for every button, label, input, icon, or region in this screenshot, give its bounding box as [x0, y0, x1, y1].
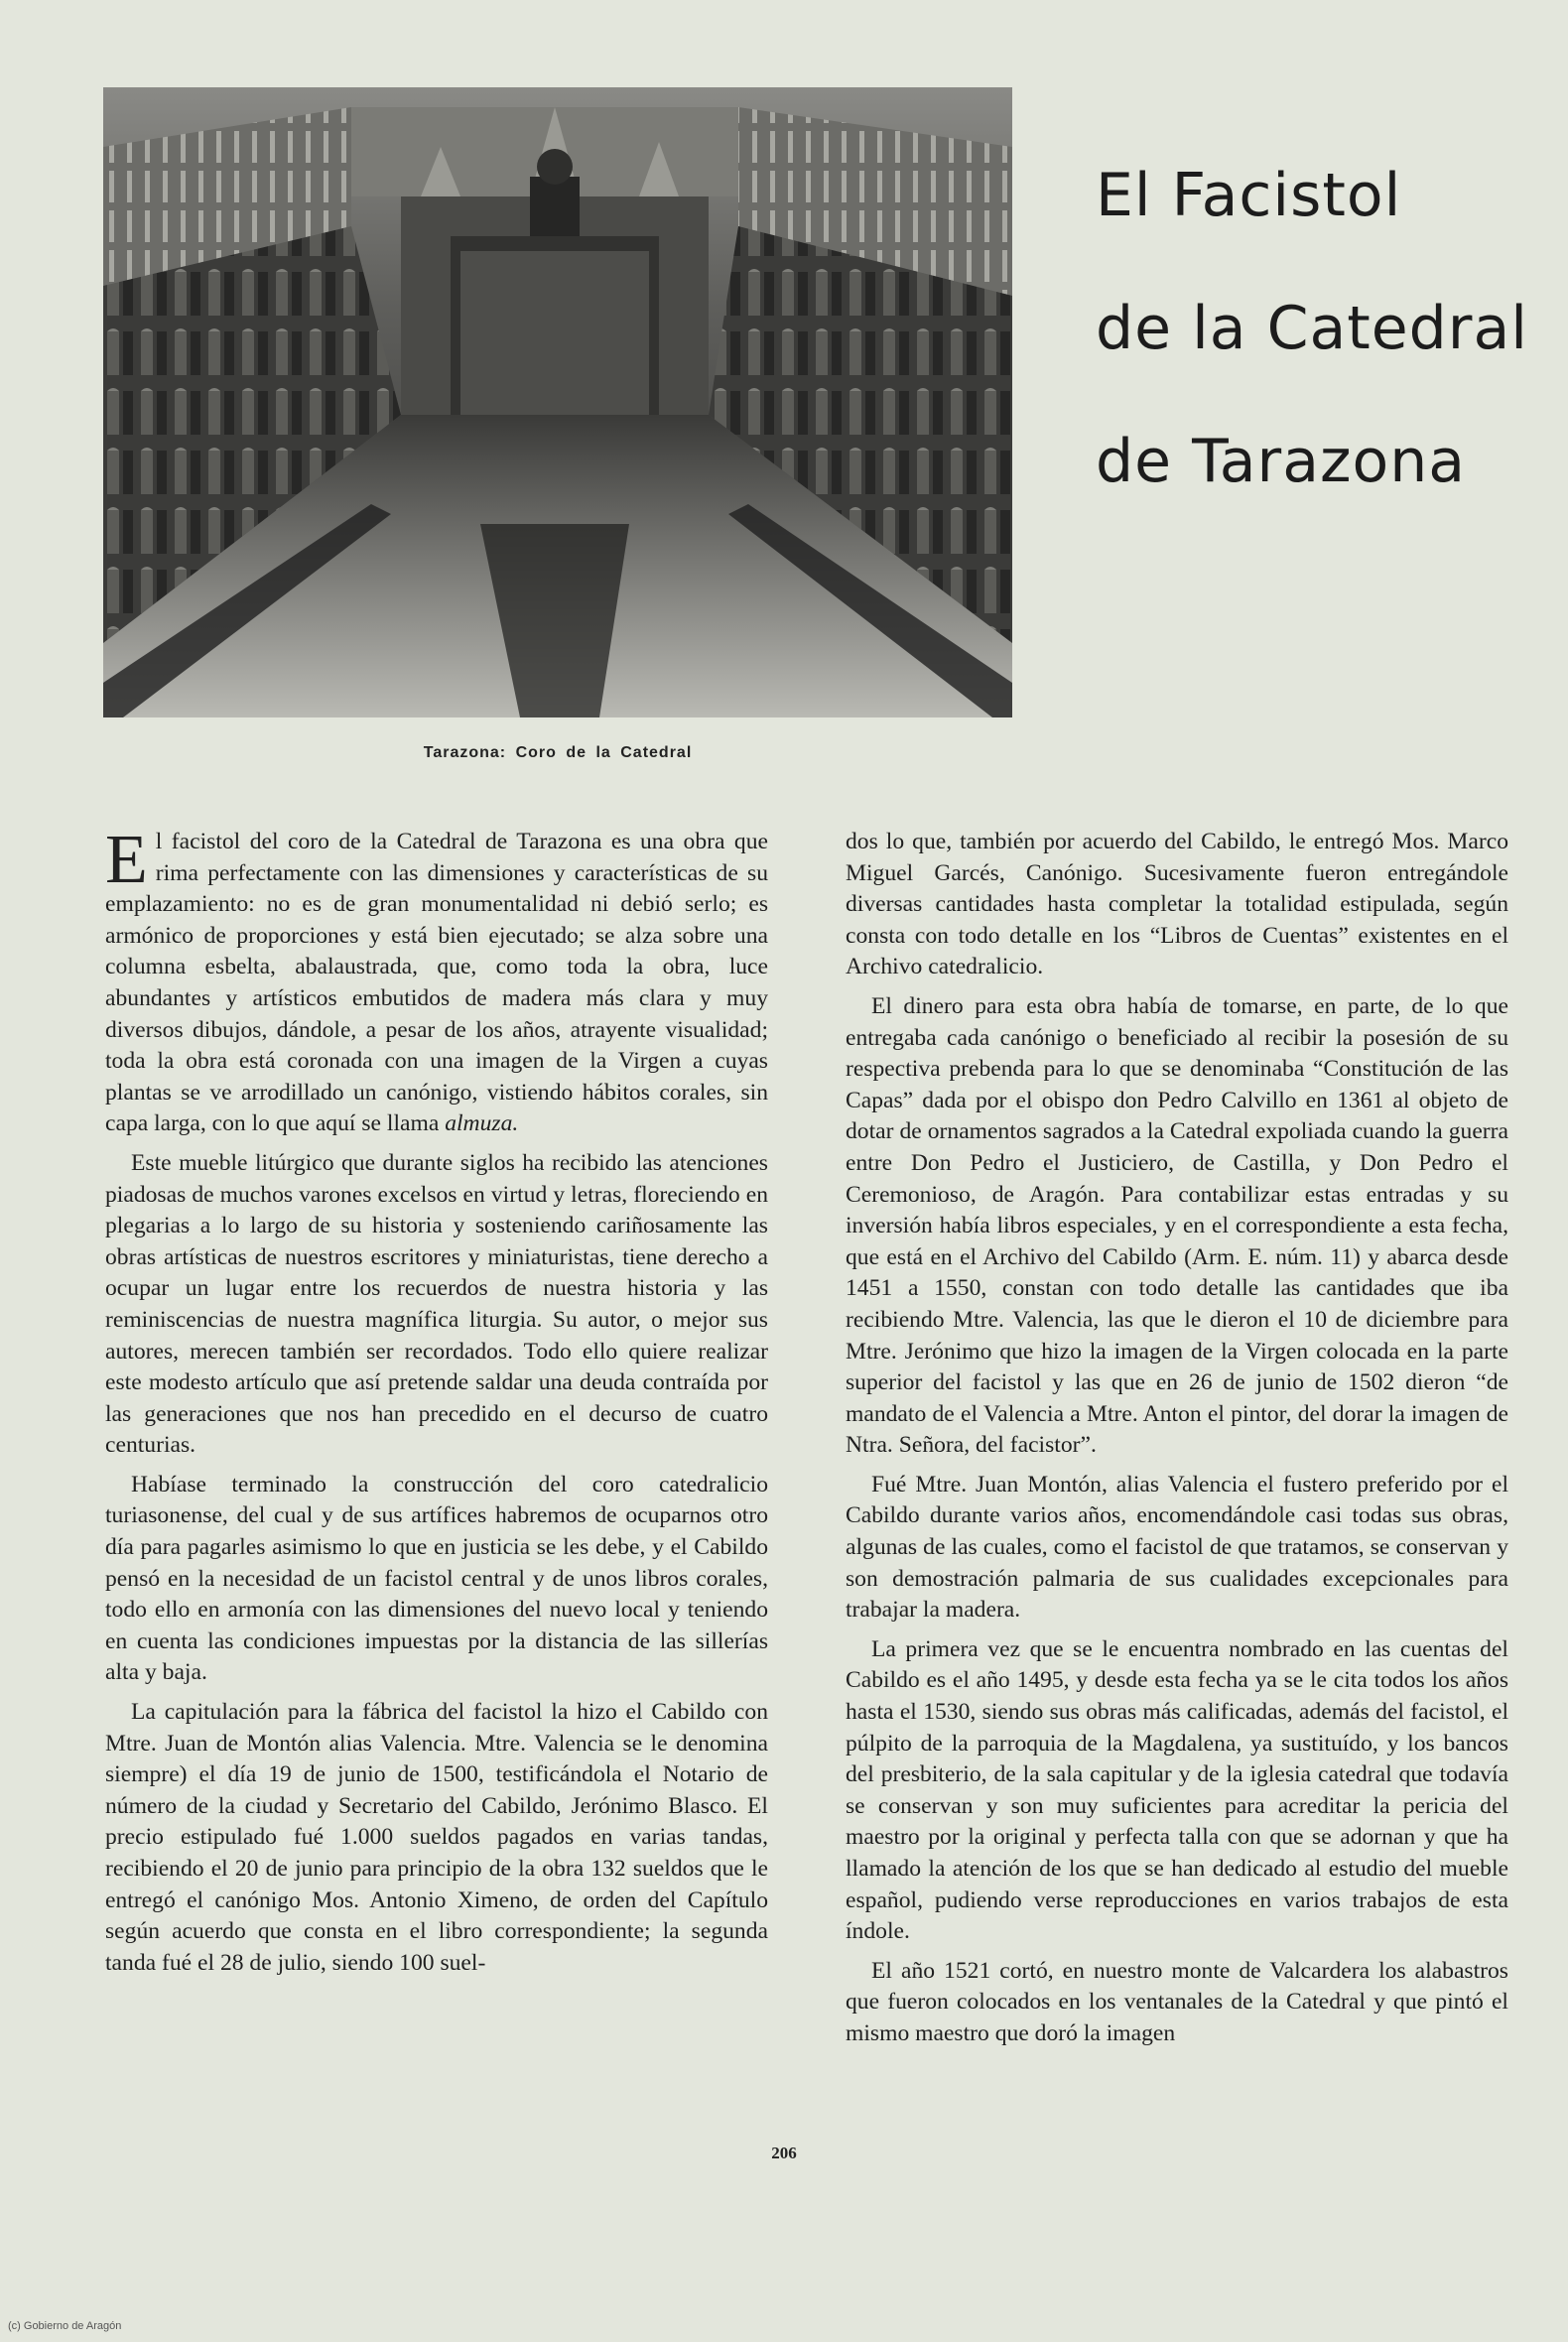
paragraph-text: l facistol del coro de la Catedral de Tarazona es una obra que rima perfectamente con las dimensiones y características de su emplazamiento: no es de gran monumentalidad ni debió serlo; es armónico de proporciones y está bien ejecutado; se alza sobre una columna esbelta, abalaustrada, que, como toda la obra, luce abundantes y artísticos embutidos de madera más clara y muy diversos dibujos, dándole, a pesar de los años, atrayente visualidad; toda la obra está coronada con una imagen de la Virgen a cuyas plantas se ve arrodillado un canónigo, vistiendo hábitos corales, sin capa larga, con lo que aquí se llama	[105, 829, 768, 1137]
drop-cap: E	[105, 822, 148, 898]
italic-term: almuza.	[445, 1110, 519, 1137]
title-line-2: de la Catedral	[1096, 294, 1528, 363]
title-line-1: El Facistol	[1096, 161, 1402, 230]
paragraph: Fué Mtre. Juan Montón, alias Valencia el fustero preferido por el Cabildo durante varios años, encomendándole casi todas sus obras, algunas de las cuales, como el facistol de que tratamos, se conservan y son demostración palmaria de sus cualidades excepcionales para trabajar la madera.	[846, 1471, 1508, 1624]
text-column-right	[846, 827, 1508, 2058]
paragraph: dos lo que, también por acuerdo del Cabildo, le entregó Mos. Marco Miguel Garcés, Canónigo. Sucesivamente fueron entregándole diversas cantidades hasta completar la totalidad estipulada, según consta con todo detalle en los “Libros de Cuentas” existentes en el Archivo catedralicio.	[846, 829, 1508, 980]
paragraph: La capitulación para la fábrica del facistol la hizo el Cabildo con Mtre. Juan de Montón alias Valencia. Mtre. Valencia se le denomina siempre) el día 19 de junio de 1500, testificándola el Notario de número de la ciudad y Secretario del Cabildo, Jerónimo Blasco. El precio estipulado fué 1.000 sueldos pagados en varias tandas, recibiendo el 20 de junio para principio de la obra 132 sueldos que le entregó el canónigo Mos. Antonio Ximeno, de orden del Capítulo según acuerdo que consta en el libro correspondiente; la segunda tanda fué el 28 de julio, siendo 100 suel-	[105, 1699, 768, 1976]
text-column-left	[105, 822, 768, 1987]
paragraph: Este mueble litúrgico que durante siglos ha recibido las atenciones piadosas de muchos varones excelsos en virtud y letras, floreciendo en plegarias a lo largo de su historia y sosteniendo cariñosamente las obras artísticas de nuestros escritores y miniaturistas, tiene derecho a ocupar un lugar entre los recuerdos de nuestra historia y las reminiscencias de nuestra magnífica liturgia. Su autor, o mejor sus autores, merecen también ser recordados. Todo ello quiere realizar este modesto artículo que así pretende saldar una deuda contraída por las generaciones que nos han precedido en el decurso de cuatro centurias.	[105, 1149, 768, 1459]
paragraph: El año 1521 cortó, en nuestro monte de Valcardera los alabastros que fueron colocados en los ventanales de la Catedral y que pintó el mismo maestro que doró la imagen	[846, 1957, 1508, 2046]
choir-photograph-image	[103, 87, 1012, 717]
page-number: 206	[771, 2144, 797, 2162]
paragraph: El dinero para esta obra había de tomarse, en parte, de lo que entregaba cada canónigo o beneficiado al recibir la posesión de su respectiva prebenda para lo que se denominaba “Constitución de las Capas” dada por el obispo don Pedro Calvillo en 1361 al objeto de dotar de ornamentos sagrados a la Catedral expoliada cuando la guerra entre Don Pedro el Justiciero, de Castilla, y Don Pedro el Ceremonioso, de Aragón. Para contabilizar estas entradas y su inversión había libros especiales, y en el correspondiente a esta fecha, que está en el Archivo del Cabildo (Arm. E. núm. 11) y abarca desde 1451 a 1550, constan con todo detalle las cantidades que iba recibiendo Mtre. Valencia, las que le dieron el 10 de diciembre para Mtre. Jerónimo que hizo la imagen de la Virgen colocada en la parte superior del facistol y las que en 26 de junio de 1502 dieron “de mandato de el Valencia a Mtre. Anton el pintor, del dorar la imagen de Ntra. Señora, del facistor”.	[846, 992, 1508, 1459]
title-line-3: de Tarazona	[1096, 427, 1466, 496]
photo-caption: Tarazona: Coro de la Catedral	[423, 744, 693, 761]
copyright-credit: (c) Gobierno de Aragón	[8, 2320, 122, 2332]
article-title	[1096, 129, 1532, 528]
paragraph: Habíase terminado la construcción del coro catedralicio turiasonense, del cual y de sus artífices habremos de ocuparnos otro día para pagarles asimismo lo que en justicia se les debe, y el Cabildo pensó en la necesidad de un facistol central y de unos libros corales, todo ello en armonía con las dimensiones del nuevo local y teniendo en cuenta las condiciones impuestas por la distancia de las sillerías alta y baja.	[105, 1471, 768, 1686]
paragraph: La primera vez que se le encuentra nombrado en las cuentas del Cabildo es el año 1495, y desde esta fecha ya se le cita todos los años hasta el 1530, siendo sus obras más calificadas, además del facistol, el púlpito de la parroquia de la Magdalena, ya sustituído, y los bancos del presbiterio, de la sala capitular y de la iglesia catedral que todavía se conservan y son muy suficientes para acreditar la pericia del maestro por la original y perfecta talla con que se adornan y que ha llamado la atención de los que se han dedicado al estudio del mueble español, pudiendo verse reproducciones en varios trabajos de esta índole.	[846, 1635, 1508, 1945]
paragraph	[105, 822, 768, 1140]
choir-photograph	[103, 87, 1012, 717]
